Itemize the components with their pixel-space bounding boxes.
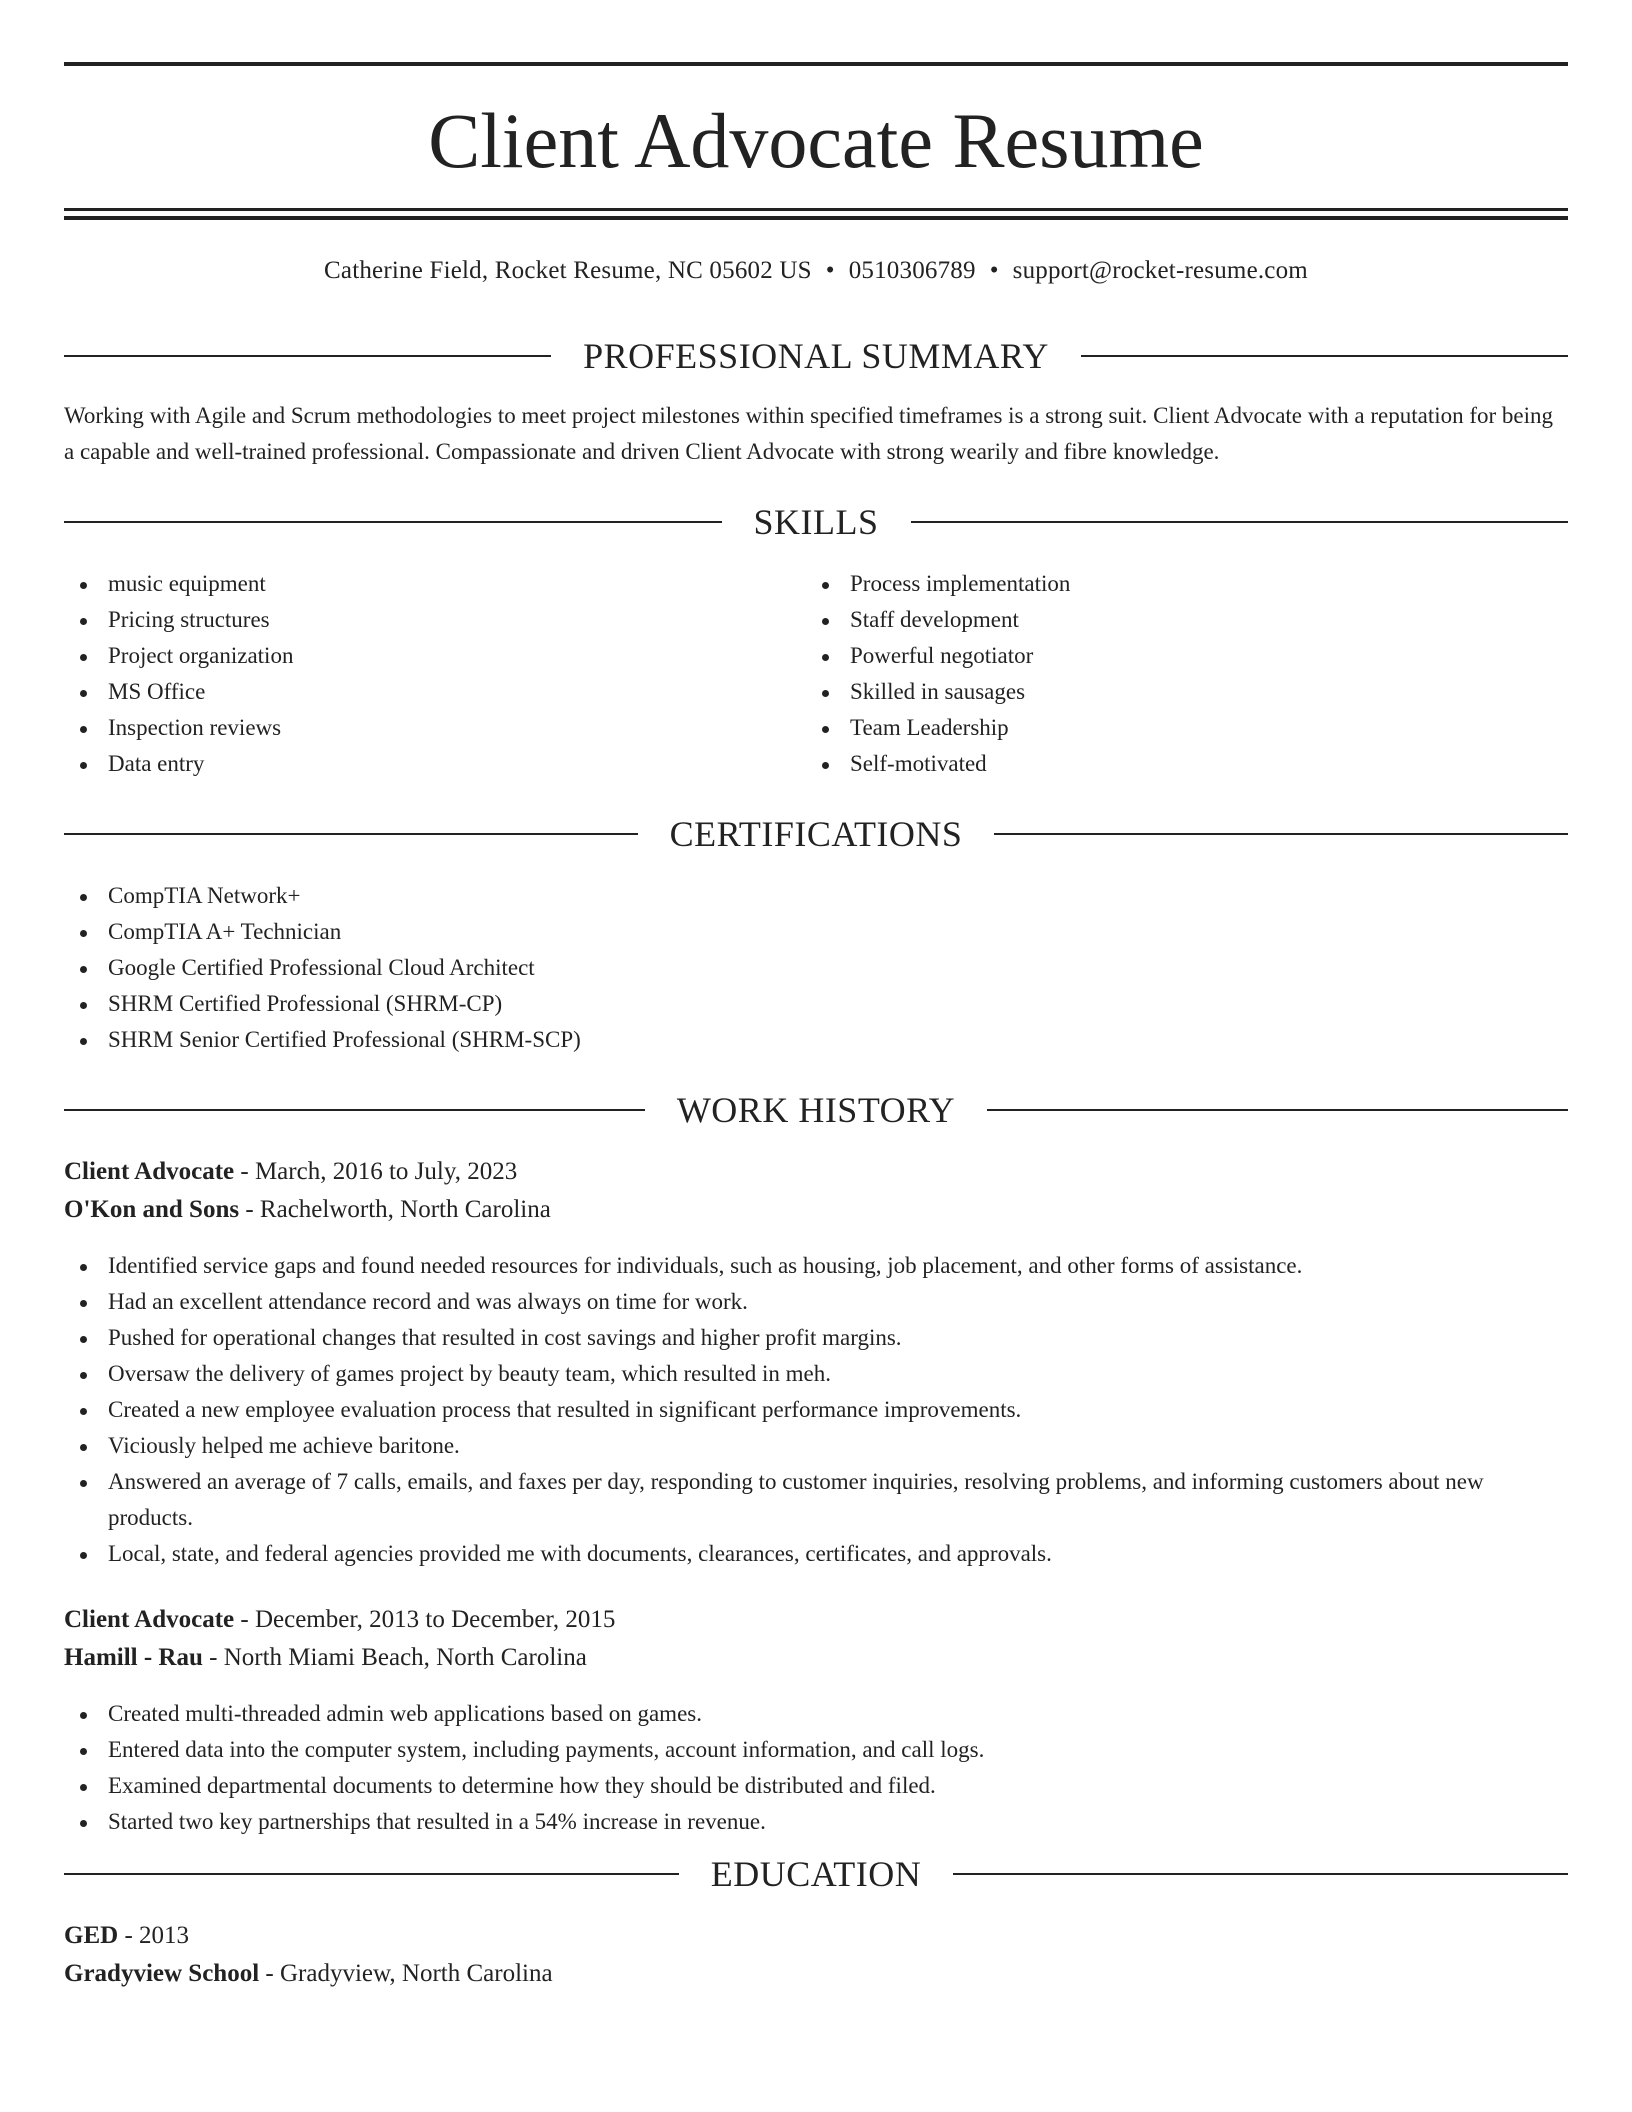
- job-company-line: [64, 1640, 587, 1676]
- title-double-rule-lower: [64, 216, 1568, 220]
- job-location: - North Miami Beach, North Carolina: [202, 1644, 587, 1671]
- summary-text: Working with Agile and Scrum methodologies to meet project milestones within specified timeframes is a strong suit. Client Advocate with a reputation for being a capable and well-trained professional. Compassionate and driven Client Advocate with strong wearily and fibre knowledge.: [64, 403, 1554, 464]
- section-header-summary: [64, 334, 1568, 378]
- education-school: Gradyview School: [64, 1960, 260, 1987]
- skill-item: Project organization: [64, 638, 804, 674]
- job-bullet: Entered data into the computer system, including payments, account information, and call logs.: [64, 1732, 1568, 1768]
- section-header-certifications: [64, 812, 1568, 856]
- section-rule-left: [64, 521, 722, 523]
- skill-item: Powerful negotiator: [806, 638, 1546, 674]
- certification-item: CompTIA Network+: [64, 878, 1568, 914]
- certifications-list: [64, 878, 1568, 1058]
- skill-item: Staff development: [806, 602, 1546, 638]
- contact-separator: •: [825, 257, 835, 284]
- skill-item: music equipment: [64, 566, 804, 602]
- job-role: Client Advocate: [64, 1606, 235, 1633]
- section-header-work-history: [64, 1088, 1568, 1132]
- section-title: EDUCATION: [710, 1854, 922, 1894]
- certification-item: SHRM Certified Professional (SHRM-CP): [64, 986, 1568, 1022]
- contact-email: support@rocket-resume.com: [1012, 257, 1308, 284]
- section-rule-right: [994, 833, 1568, 835]
- job-bullets: [64, 1248, 1568, 1572]
- page-title: Client Advocate Resume: [428, 97, 1204, 184]
- job-bullet: Viciously helped me achieve baritone.: [64, 1428, 1568, 1464]
- section-title: WORK HISTORY: [676, 1090, 956, 1130]
- job-bullet: Had an excellent attendance record and was always on time for work.: [64, 1284, 1568, 1320]
- job-location: - Rachelworth, North Carolina: [239, 1196, 551, 1223]
- job-bullet: Oversaw the delivery of games project by beauty team, which resulted in meh.: [64, 1356, 1568, 1392]
- section-rule-left: [64, 833, 638, 835]
- section-title: SKILLS: [753, 502, 879, 542]
- contact-address: Catherine Field, Rocket Resume, NC 05602 US: [324, 257, 812, 284]
- section-header-skills: [64, 500, 1568, 544]
- skills-column-right: [806, 566, 1546, 782]
- top-rule: [64, 62, 1568, 66]
- contact-line: [64, 255, 1568, 287]
- job-bullet: Started two key partnerships that resulted in a 54% increase in revenue.: [64, 1804, 1568, 1840]
- section-rule-left: [64, 1873, 679, 1875]
- skills-column-left: [64, 566, 804, 782]
- job-bullet: Identified service gaps and found needed resources for individuals, such as housing, job placement, and other forms of assistance.: [64, 1248, 1568, 1284]
- job-bullets: [64, 1696, 1568, 1840]
- job-bullet: Examined departmental documents to determine how they should be distributed and filed.: [64, 1768, 1568, 1804]
- certification-item: CompTIA A+ Technician: [64, 914, 1568, 950]
- contact-separator: •: [989, 257, 999, 284]
- certification-item: Google Certified Professional Cloud Architect: [64, 950, 1568, 986]
- skill-item: Pricing structures: [64, 602, 804, 638]
- section-title: PROFESSIONAL SUMMARY: [583, 336, 1049, 376]
- job-company: O'Kon and Sons: [64, 1196, 240, 1223]
- skill-item: Skilled in sausages: [806, 674, 1546, 710]
- education-school-line: [64, 1956, 553, 1992]
- job-company: Hamill - Rau: [64, 1644, 203, 1671]
- section-rule-right: [987, 1109, 1568, 1111]
- section-title: CERTIFICATIONS: [669, 814, 963, 854]
- job-bullet: Created multi-threaded admin web applications based on games.: [64, 1696, 1568, 1732]
- skill-item: Self-motivated: [806, 746, 1546, 782]
- job-bullet: Created a new employee evaluation process that resulted in significant performance improvements.: [64, 1392, 1568, 1428]
- job-title-line: [64, 1602, 615, 1638]
- job-dates: - December, 2013 to December, 2015: [234, 1606, 616, 1633]
- skill-item: Inspection reviews: [64, 710, 804, 746]
- job-bullet: Answered an average of 7 calls, emails, and faxes per day, responding to customer inquiries, resolving problems, and informing customers about new products.: [64, 1464, 1568, 1536]
- education-year: - 2013: [118, 1922, 190, 1949]
- job-dates: - March, 2016 to July, 2023: [234, 1158, 518, 1185]
- section-rule-right: [911, 521, 1569, 523]
- contact-phone: 0510306789: [848, 257, 976, 284]
- job-title-line: [64, 1154, 517, 1190]
- section-rule-right: [1081, 355, 1568, 357]
- section-rule-right: [953, 1873, 1568, 1875]
- education-degree: GED: [64, 1922, 119, 1949]
- section-header-education: [64, 1852, 1568, 1896]
- certification-item: SHRM Senior Certified Professional (SHRM-SCP): [64, 1022, 1568, 1058]
- title-double-rule-upper: [64, 208, 1568, 211]
- skill-item: Process implementation: [806, 566, 1546, 602]
- skill-item: MS Office: [64, 674, 804, 710]
- education-location: - Gradyview, North Carolina: [259, 1960, 553, 1987]
- job-bullet: Local, state, and federal agencies provided me with documents, clearances, certificates, and approvals.: [64, 1536, 1568, 1572]
- education-degree-line: [64, 1918, 189, 1954]
- job-role: Client Advocate: [64, 1158, 235, 1185]
- section-rule-left: [64, 1109, 645, 1111]
- job-company-line: [64, 1192, 551, 1228]
- skill-item: Team Leadership: [806, 710, 1546, 746]
- skill-item: Data entry: [64, 746, 804, 782]
- section-rule-left: [64, 355, 551, 357]
- job-bullet: Pushed for operational changes that resulted in cost savings and higher profit margins.: [64, 1320, 1568, 1356]
